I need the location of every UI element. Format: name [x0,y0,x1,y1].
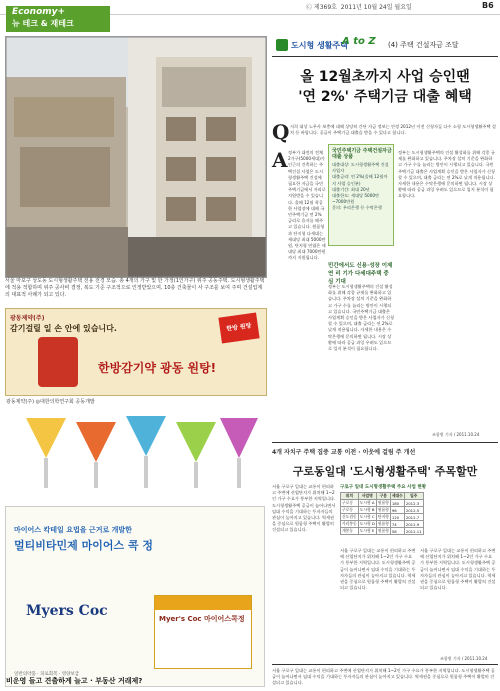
a-marker: A [272,148,288,172]
table-row: 개봉동 도시형 E 원룸형 58 2012.11 [342,528,422,534]
article-divider [272,442,498,443]
ad1-sticker: 한방 원탕 [218,312,259,343]
body-col-3: 정부는 도시형생활주택의 건설 활성화를 위해 각종 규제를 완화하고 있습니다. 주차장 설치 기준을 완화하고 가구 수를 늘리는 방안이 시행되고 있습니다. 국민주택기금 대출은 사업계획 승인을 받은 사업자가 신청할 수 있으며, 대출 금리는 연 2%로 낮게 적용됩니다. 자세한 내용은 수탁은행에 문의하면 됩니다. 시장 상황에 따라 공급 과잉 우려도 있으므로 입지 분석이 필요합니다. [398,150,495,199]
ad-gwangdong [5,308,267,396]
table-header: 위치 [341,493,359,500]
headline-line-1: 올 12월초까지 사업 승인땐 [300,69,470,85]
table-row: 구로동 도시형 A 원룸형 180 2012.3 [341,500,424,507]
ad2-headline-1: 마이어스 칵테일 요법을 근거로 개발한 [14,526,132,534]
table-header: 구분 [376,493,390,500]
sub-article-body-2: 서울 구로구 일대는 교통이 편리하고 주변에 산업단지가 위치해 1~2인 가구 수요가 풍부한 지역입니다. 도시형생활주택 공급이 늘어나면서 임대 수익을 기대하는 투자자들의 관심이 높아지고 있습니다. 역세권을 중심으로 원룸형 주택이 활발히 건설되고 있습니다. [340,548,416,591]
section-title: Economy+ [12,7,66,17]
byline-1: 조합원 기자 / 2011.10.24 [432,432,480,437]
page-number: B6 [482,1,494,10]
series-logo-icon [276,39,288,51]
building-photo [5,36,267,278]
ad1-tagline: 감기걸릴 일 손 안에 있습니다. [10,324,117,333]
loan-info-item: 대출대상: 도시형생활주택 건설 사업자 [332,162,389,174]
bottom-headline: 비운영 들고 견출하게 늘고 · 부동산 거래제? [6,677,143,685]
loan-info-item: 문의: 우리은행 등 수탁은행 [332,205,382,211]
sub-article-kicker: 4개 자치구 주택 집중 교통 이전 · 이웃에 걸림 주 개선 [272,449,416,456]
bottom-body: 서울 구로구 일대는 교통이 편리하고 주변에 산업단지가 위치해 1~2인 가구 수요가 풍부한 지역입니다. 도시형생활주택 공급이 늘어나면서 임대 수익을 기대하는 투자자들의 관심이 높아지고 있습니다. 역세권을 중심으로 원룸형 주택이 활발히 건설되고 있습니다. [272,668,495,686]
sub-article-body-1: 서울 구로구 일대는 교통이 편리하고 주변에 산업단지가 위치해 1~2인 가구 수요가 풍부한 지역입니다. 도시형생활주택 공급이 늘어나면서 임대 수익을 기대하는 투자자들의 관심이 높아지고 있습니다. 역세권을 중심으로 원룸형 주택이 활발히 건설되고 있습니다. [272,484,336,533]
ad2-headline-2: 멀티비타민제 마이어스 콕 정 [14,539,153,552]
column-subheading: 민간에서도 신용·성장 이제 연 리 기가 다세대주택 중심 기대 [328,263,393,285]
sub-article-body-3: 서울 구로구 일대는 교통이 편리하고 주변에 산업단지가 위치해 1~2인 가구 수요가 풍부한 지역입니다. 도시형생활주택 공급이 늘어나면서 임대 수익을 기대하는 투자자들의 관심이 높아지고 있습니다. 역세권을 중심으로 원룸형 주택이 활발히 건설되고 있습니다. [420,548,496,591]
table-header: 입주 [404,493,423,500]
product-box-icon [38,337,78,387]
ad1-footer: 광동제약(주) ◎대한의학연구회 공동개발 [6,399,95,405]
headline-line-2: '연 2%' 주택기금 대출 혜택 [298,89,472,105]
series-number: (4) 주택 건설자금 조달 [388,41,459,49]
section-subtitle: 뉴 테크 & 재테크 [12,19,74,28]
loan-info-item: 대출금리: 연 2%(올해 12월까지 사업 승인분) [332,174,388,186]
table-row: 신도림동 도시형 C 단지형 120 2012.7 [341,514,424,521]
ad1-brand: 광동제약(주) [10,315,45,322]
loan-info-item: 대출기간: 최대 20년 [332,186,370,192]
photo-caption: 서울 마포구 상도동 도시형생활주택 전용 전경 모습. 총 4개의 가구 및 한 가정(1인가구) 위주 공동주택. 도시형생활주택에 적용 적합하며 위주 공사비 결정, 복도 기준 구조적으로 인정받았으며, 10층 건축물이 사 구조를 보여 주며 건설업계의 대표적 사례가 되고 있다. [5,278,265,298]
ad2-box-label: Myer's Coc 마이어스콕정 [159,615,245,623]
answer-col-1: 정부가 대전의 전체 2가구(5000세대)가 인근의 건축하는 주택건설 사업은 도시형생활주택 건설에 필요한 자금을 국민주택기금에서 저리로 지원받을 수 있습니다. 올해 12월 착공한 사업장에 대해 국민주택기금 연 2% 금리로 융자를 해주고 있습니다. 원룸형과 단지형 다세대는 세대당 최대 5000만원, 단지형 연립은 세대당 최대 7000만원까지 지원됩니다. [288,150,326,261]
sub-article-title: 구로동일대 '도시형생활주택' 주목할만 [292,465,478,478]
projects-table [340,492,424,535]
q-marker: Q [272,120,290,144]
loan-info-list [332,162,390,242]
series-atoz: A to Z [342,36,376,47]
masthead-date: Ⓒ 제369호 2011년 10월 24일 월요일 [306,4,412,11]
table-header: 세대수 [391,493,403,498]
projects-table-wrap [340,492,424,535]
loan-info-title: 국민주택기금 주택건설자금 대출 상품 [332,148,392,160]
table-title: 구로구 일대 도시형생활주택 주요 사업 현황 [340,485,427,490]
table-row: 구로동 도시형 B 원룸형 96 2012.5 [341,507,424,514]
product-box-icon-2 [154,595,252,669]
loan-info-item: 대출한도: 세대당 5000만~7000만원 [332,193,380,205]
bottom-divider [272,664,498,665]
question-text: 저희 대상 노무사 보충에 대해 상당히 간단 자금 정보는 안정 2012년 이전 신청자들 다수 소형 도시형생활주택 설치 등 바랍니다. 공급이 주택기금 대출을 받을 수 있다고 합니다. [290,124,496,136]
cocktail-glasses-image [6,408,264,504]
ad2-small-print: 일반의약품 · 피로회복 · 영양보급 [14,672,80,677]
head-divider [272,56,498,57]
table-row: 가리봉동 도시형 D 원룸형 74 2012.9 [341,521,424,528]
table-header: 사업명 [358,493,376,500]
ad1-product: 한방감기약 광동 원탕! [98,361,217,375]
series-title: 도시형 생활주택 [291,41,348,50]
body-col-2: 정부는 도시형생활주택의 건설 활성화를 위해 각종 규제를 완화하고 있습니다. 주차장 설치 기준을 완화하고 가구 수를 늘리는 방안이 시행되고 있습니다. 국민주택기금 대출은 사업계획 승인을 받은 사업자가 신청할 수 있으며, 대출 금리는 연 2%로 낮게 적용됩니다. 자세한 내용은 수탁은행에 문의하면 됩니다. 시장 상황에 따라 공급 과잉 우려도 있으므로 입지 분석이 필요합니다. [328,284,394,352]
byline-2: 조합원 기자 / 2011.10.24 [440,656,488,661]
ad-myers-coc [5,506,265,687]
ad2-brand: Myers Coc [26,603,108,619]
